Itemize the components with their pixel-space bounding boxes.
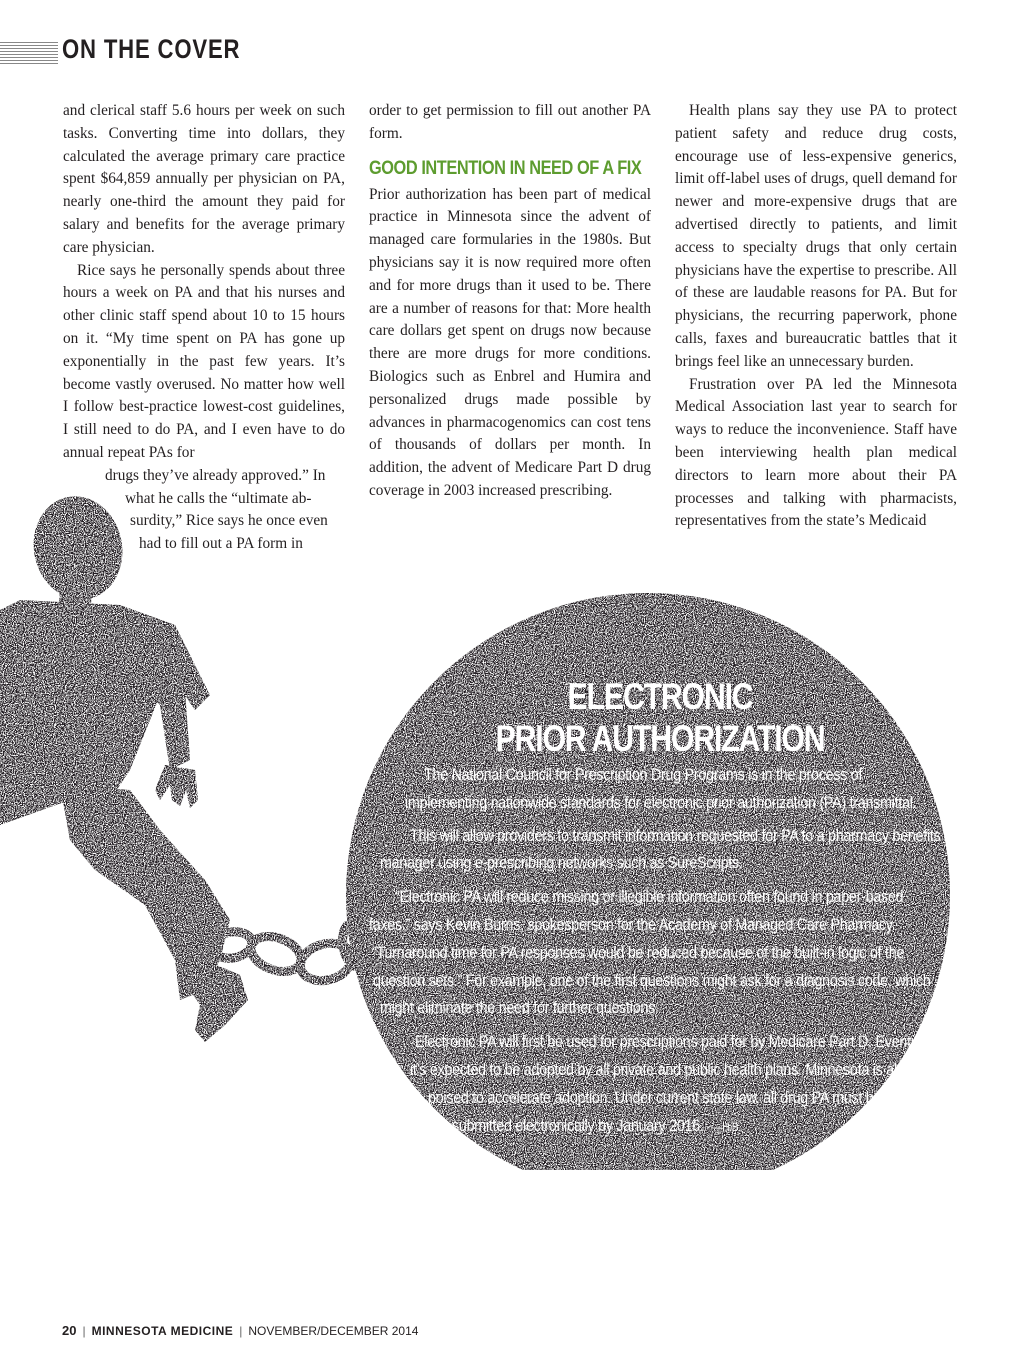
- col1-paragraph-2: Rice says he personally spends about three hours a week on PA and that his nurses and other clinic staff spend about 10 to 15 hours on it. “My time spent on PA has gone up exponentially in the past few years. It’s become vastly overused. No matter how well I follow best-practice lowest-cost guidelines, I still need to do PA, and I even have to do annual repeat PAs for: [63, 261, 345, 461]
- sidebar-line: submitted electronically by January 2016.: [452, 1116, 704, 1135]
- col1-paragraph-1: and clerical staff 5.6 hours per week on such tasks. Converting time into dollars, they calculated the average primary care practice spent $64,859 annually per physician on PA, nearly one-third the amount they paid for salary and benefits for the average primary care physician.: [63, 102, 345, 256]
- col1-wrap-line: drugs they’ve already approved.” In: [105, 466, 326, 484]
- col2-paragraph-2: Prior authorization has been part of medical practice in Minnesota since the advent of managed care formularies in the 1980s. But physicians say it is now required more often and for more drugs than it used to be. There are a number of reasons for that: More health care dollars get spent on drugs now because there are more drugs for more conditions. Biologics such as Enbrel and Humira and personalized drugs made possible by advances in pharmacogenomics can cost tens of thousands of dollars per month. In addition, the advent of Medicare Part D drug coverage in 2003 increased prescribing.: [369, 185, 651, 499]
- sidebar-line: “Turnaround time for PA responses would be reduced because of the built-in logic of the: [372, 943, 905, 962]
- page-footer: [62, 1323, 418, 1338]
- col1-wrap-line: surdity,” Rice says he once even: [130, 512, 328, 530]
- col2-paragraph-1: order to get permission to fill out another PA form.: [369, 102, 651, 142]
- column-3: [675, 100, 957, 533]
- sidebar-title-line-2: PRIOR AUTHORIZATION: [495, 718, 825, 759]
- sidebar-title-line-1: ELECTRONIC: [567, 676, 753, 717]
- column-2: [369, 100, 651, 503]
- sidebar-line: Electronic PA will first be used for prescriptions paid for by Medicare Part D. Eventually: [415, 1032, 939, 1051]
- col3-paragraph-2: Frustration over PA led the Minnesota Medical Association last year to search for ways to reduce the inconvenience. Staff have been interviewing health plan medical directors to learn more about their PA processes and talking with pharmacists, representatives from the state’s Medicaid: [675, 375, 957, 530]
- col3-paragraph-1: Health plans say they use PA to protect patient safety and reduce drug costs, encourage use of less-expensive generics, limit off-label uses of drugs, quell demand for newer and more-expensive drugs that are advertised directly to patients, and limit access to specialty drugs that only certain physicians have the expertise to prescribe. All of these are laudable reasons for PA. But for physicians, the recurring paperwork, phone calls, faxes and bureaucratic battles that it brings feel like an unnecessary burden.: [675, 102, 957, 370]
- footer-divider: |: [82, 1324, 86, 1338]
- sidebar-line: manager using e-prescribing networks such as SureScripts.: [380, 853, 743, 872]
- footer-divider: |: [239, 1324, 243, 1338]
- man-figure: [0, 488, 248, 1042]
- page-number: 20: [62, 1323, 77, 1338]
- col1-wrap-line: had to fill out a PA form in: [139, 535, 303, 553]
- section-label: ON THE COVER: [62, 34, 241, 64]
- issue-date: NOVEMBER/DECEMBER 2014: [248, 1324, 419, 1338]
- sidebar-line: might eliminate the need for further questions.: [380, 998, 659, 1017]
- sidebar-title: [480, 676, 841, 760]
- header-hatch-decoration: [0, 42, 58, 64]
- sidebar-line: This will allow providers to transmit information requested for PA to a pharmacy benefits: [410, 826, 941, 845]
- sidebar-line: “Electronic PA will reduce missing or illegible information often found in paper-based: [395, 887, 904, 906]
- sidebar-line: The National Council for Prescription Drug Programs is in the process of: [424, 765, 863, 784]
- sidebar-line: poised to accelerate adoption. Under current state law, all drug PA must be: [428, 1088, 882, 1107]
- sidebar-line: it’s expected to be adopted by all private and public health plans. Minnesota is already: [410, 1060, 932, 1079]
- sidebar-signature: —H.B.: [712, 1120, 741, 1134]
- magazine-name: MINNESOTA MEDICINE: [91, 1324, 234, 1338]
- sidebar-line: implementing nationwide standards for electronic prior authorization (PA) transmittal.: [405, 793, 917, 812]
- col1-wrap-line: what he calls the “ultimate ab-: [125, 489, 312, 507]
- sidebar-last-line: [452, 1116, 741, 1137]
- sidebar-line: faxes,” says Kevin Burns, spokesperson for the Academy of Managed Care Pharmacy.: [369, 915, 896, 934]
- subheading: GOOD INTENTION IN NEED OF A FIX: [369, 157, 642, 179]
- sidebar-line: question sets.” For example, one of the first questions might ask for a diagnosis code, which: [373, 971, 931, 990]
